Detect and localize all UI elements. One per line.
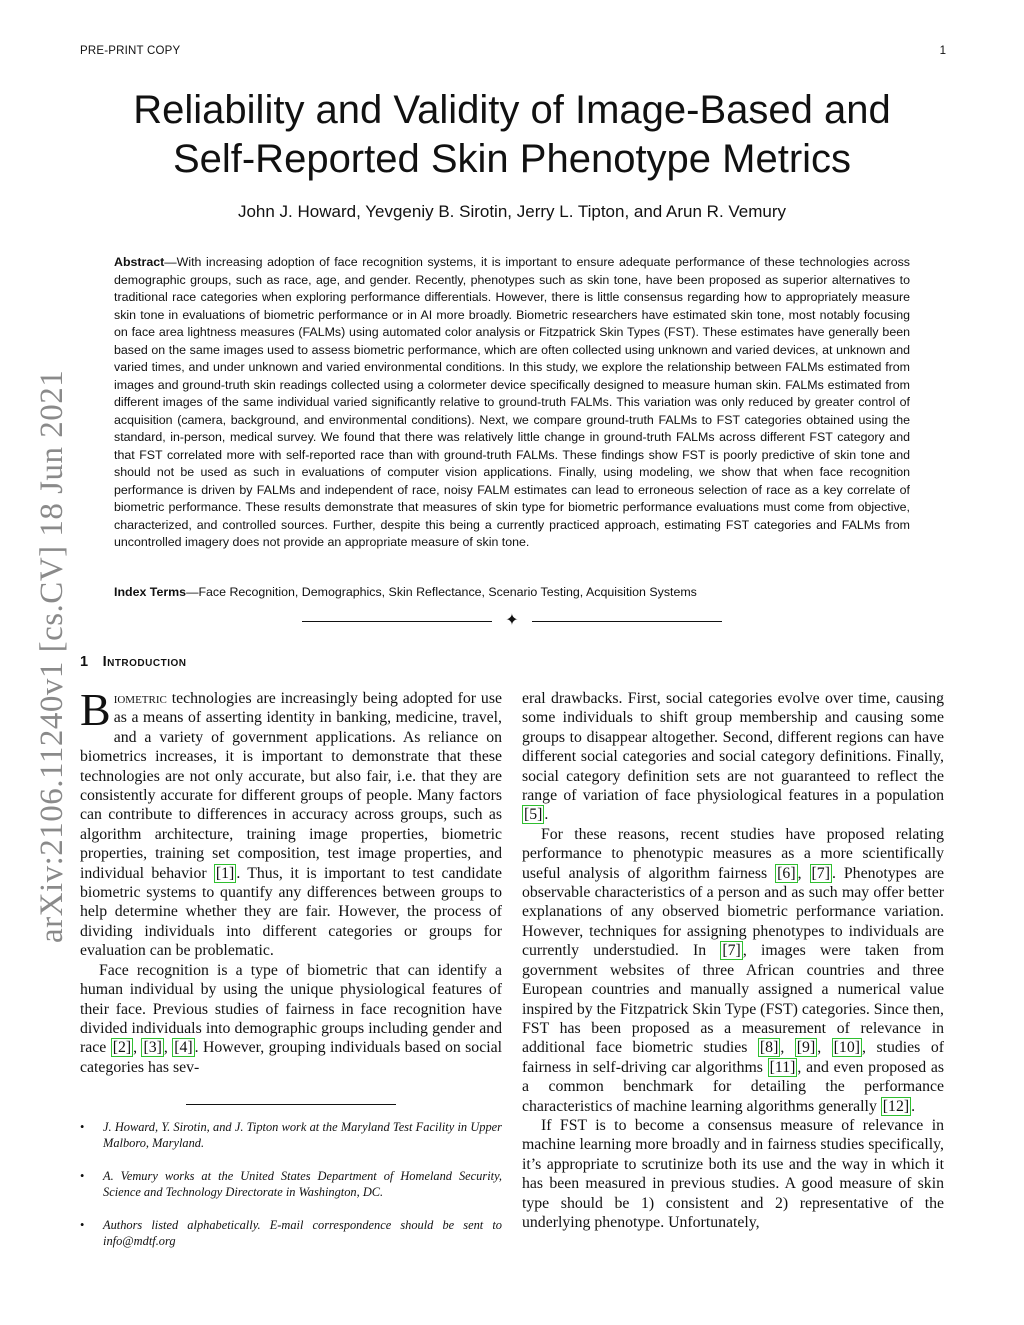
- citation-link[interactable]: [7]: [722, 942, 741, 960]
- text-run: technologies are increasingly being adopted for use as a means of asserting identity in banking, medicine, travel, and a variety of government applications. As reliance on biometrics increases, it is important to demonstrate that these technologies are not only accurate, but also fair, i.e. that they are consistently accurate for different groups of people. Many factors can contribute to differences in accuracy across groups, such as algorithm architecture, training image properties, biometric properties, training set composition, test image properties, and individual behavior: [80, 690, 502, 882]
- drop-cap: B: [80, 684, 111, 735]
- index-terms-label: Index Terms: [114, 585, 187, 599]
- bullet-icon: •: [80, 1120, 85, 1134]
- text-run: . Thus, it is important to test candidate biometric systems to quantify any differences between groups to help determine whether they are fair. However, the process of dividing individuals into different categories or groups for evaluation can be problematic.: [80, 864, 502, 960]
- index-terms-text: —Face Recognition, Demographics, Skin Reflectance, Scenario Testing, Acquisition Systems: [186, 585, 697, 599]
- text-run: Face recognition is a type of biometric that can identify a human individual by using the unique physiological features of their face. Previous studies of fairness in face recognition have divided individuals into demographic groups including gender and race: [80, 961, 502, 1057]
- text-run: . Phenotypes are observable characteristics of a person and as such may offer better explanations of any observed biometric performance variation. However, techniques for assigning phenotypes to individuals are currently understudied. In: [522, 864, 945, 960]
- abstract-text: —With increasing adoption of face recognition systems, it is important to ensure adequate performance of these technologies across demographic groups, such as race, age, and gender. Recently, phenotypes such as skin tone, have been proposed as superior alternatives to traditional race categories when exploring performance differentials. However, there is little consensus regarding how to appropriately measure skin tone in evaluations of biometric performance or in AI more broadly. Biometric researchers have estimated skin tone, most notably focusing on face area lightness measures (FALMs) using automated color analysis or Fitzpatrick Skin Types (FST). These estimates have generally been based on the same images used to assess biometric performance, which are often collected using unknown and varied devices, at unknown and varied times, and under unknown and varied environmental conditions. In this study, we explore the relationship between FALMs estimated from images and ground-truth skin readings collected using a colormeter device specifically designed to measure human skin. FALMs estimated from different images of the same individual varied significantly relative to ground-truth FALMs. This variation was only reduced by greater control of acquisition (camera, background, and environmental conditions). Next, we compare ground-truth FALMs to FST categories obtained using the standard, in-person, medical survey. We found that there was relatively little change in ground-truth FALMs across different FST category and that FST correlated more with self-reported race than with ground-truth FALMs. These findings show FST is poorly predictive of skin tone and should not be used as such in evaluations of computer vision applications. Finally, using modeling, we show that when face recognition performance is driven by FALMs and independent of race, noisy FALM estimates can lead to erroneous selection of race as a key correlate of biometric performance. These results demonstrate that measures of skin type for biometric performance evaluations must come from objective, characterized, and controlled sources. Further, despite this being a currently practiced approach, estimating FST categories and FALMs from uncontrolled imagery does not provide an appropriate measure of skin tone.: [114, 255, 910, 549]
- text-run: ,: [797, 864, 810, 882]
- footnotes: [80, 1119, 502, 1266]
- text-run: ,: [780, 1039, 795, 1057]
- footnote: [80, 1217, 502, 1249]
- text-run: For these reasons, recent studies have proposed relating performance to phenotypic measures as a more scientifically useful analysis of algorithm fairness: [522, 825, 944, 882]
- citation-link[interactable]: [2]: [112, 1039, 132, 1057]
- text-run: If FST is to become a consensus measure of relevance in machine learning more broadly and in fairness studies specifically, it’s appropriate to scrutinize both its use and the way in which it has been measured in previous studies. A good measure of skin type should be 1) consistent and 2) representative of the underlying phenotype. Unfortunately,: [522, 1116, 944, 1231]
- paragraph: [80, 684, 502, 961]
- title-line-2: Self-Reported Skin Phenotype Metrics: [172, 137, 852, 181]
- divider-star-icon: ✦: [505, 612, 519, 629]
- bullet-icon: •: [80, 1218, 85, 1232]
- smallcaps-word: iometric: [113, 690, 167, 707]
- title-line-1: Reliability and Validity of Image-Based and: [133, 88, 891, 132]
- citation-link[interactable]: [3]: [143, 1039, 162, 1057]
- author-list: John J. Howard, Yevgeniy B. Sirotin, Jerry L. Tipton, and Arun R. Vemury: [237, 202, 787, 221]
- section-title: Introduction: [102, 654, 187, 670]
- citation-link[interactable]: [5]: [524, 806, 543, 824]
- abstract: [114, 254, 910, 552]
- footnote-text: J. Howard, Y. Sirotin, and J. Tipton work at the Maryland Test Facility in Upper Malboro, Maryland.: [103, 1120, 502, 1150]
- arxiv-identifier: arXiv:2106.11240v1 [cs.CV] 18 Jun 2021: [34, 369, 70, 943]
- abstract-label: Abstract: [114, 255, 165, 269]
- footnote: [80, 1168, 502, 1200]
- left-column: [80, 684, 502, 1077]
- citation-link[interactable]: [7]: [811, 864, 830, 882]
- citation-link[interactable]: [12]: [882, 1097, 910, 1115]
- citation-link[interactable]: [8]: [759, 1039, 779, 1057]
- paragraph: [522, 1116, 944, 1232]
- divider-line-left: [302, 621, 492, 622]
- running-header: PRE-PRINT COPY: [80, 45, 181, 57]
- citation-link[interactable]: [9]: [796, 1039, 816, 1057]
- text-run: , images were taken from government websites of three African countries and three European countries and manually assigned a numerical value inspired by the Fitzpatrick Skin Type (FST) categories. Since then, FST has been proposed as a measurement of relevance in additional face biometric studies: [522, 942, 944, 1057]
- section-divider: [302, 611, 722, 631]
- text-run: .: [911, 1097, 916, 1115]
- text-run: ,: [163, 1039, 173, 1057]
- citation-link[interactable]: [4]: [174, 1039, 193, 1057]
- section-number: 1: [80, 654, 89, 670]
- footnote: [80, 1119, 502, 1151]
- text-run: eral drawbacks. First, social categories evolve over time, causing some individuals to shift group membership and causing some groups to disappear altogether. Second, different regions can have different social categories and social category definitions. Finally, social category definition sets are not guaranteed to reflect the range of variation of face physiological features in a population: [522, 690, 944, 805]
- text-run: ,: [133, 1039, 142, 1057]
- text-run: , and even proposed as a common benchmark for detailing the performance characteristics of machine learning algorithms generally: [522, 1058, 944, 1115]
- paragraph: [522, 825, 944, 1116]
- text-run: , studies of fairness in self-driving car algorithms: [522, 1039, 944, 1076]
- divider-line-right: [532, 621, 722, 622]
- citation-link[interactable]: [6]: [777, 864, 796, 882]
- text-run: .: [544, 806, 549, 824]
- text-run: . However, grouping individuals based on social categories has sev-: [80, 1039, 502, 1076]
- bullet-icon: •: [80, 1169, 85, 1183]
- paragraph: [522, 689, 944, 825]
- footnote-rule: [186, 1104, 396, 1105]
- citation-link[interactable]: [1]: [215, 864, 235, 882]
- footnote-text: Authors listed alphabetically. E-mail correspondence should be sent to info@mdtf.org: [103, 1218, 502, 1248]
- citation-link[interactable]: [10]: [833, 1039, 860, 1057]
- page-number: 1: [939, 45, 946, 57]
- citation-link[interactable]: [11]: [769, 1058, 796, 1076]
- section-heading: [80, 654, 187, 670]
- index-terms: [114, 585, 910, 599]
- paper-title: [80, 86, 944, 184]
- paragraph: [80, 961, 502, 1077]
- footnote-text: A. Vemury works at the United States Department of Homeland Security, Science and Technology Directorate in Washington, DC.: [103, 1169, 502, 1199]
- text-run: ,: [817, 1039, 832, 1057]
- right-column: [522, 689, 944, 1232]
